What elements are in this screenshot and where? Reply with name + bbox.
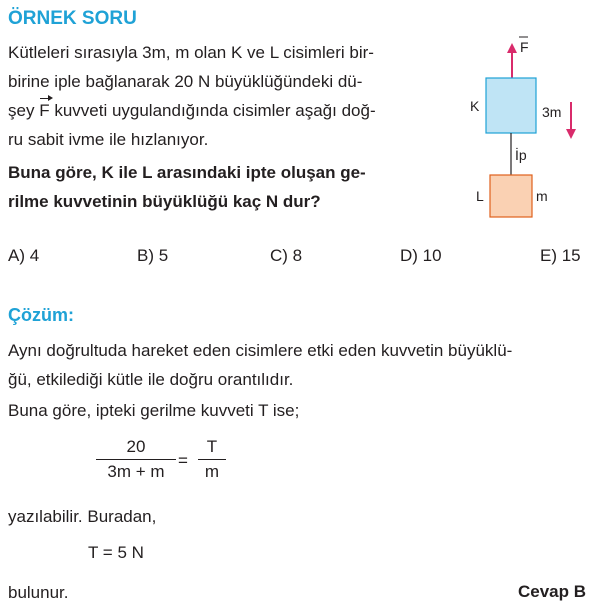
equation-right-numerator: T (206, 437, 218, 456)
equation-left-bar (96, 459, 176, 460)
equation-left-denominator: 3m + m (107, 462, 165, 481)
rope-label: İp (515, 147, 527, 163)
block-l-mass: m (536, 188, 548, 204)
option-b: B) 5 (137, 246, 169, 265)
option-d: D) 10 (400, 246, 442, 265)
conclusion-text: bulunur. (8, 583, 69, 602)
question-line-3 (8, 101, 376, 120)
force-arrow-head (507, 43, 517, 53)
equation-right-fraction (198, 437, 226, 482)
question-line-1: Kütleleri sırasıyla 3m, m olan K ve L cisimleri bir- (8, 43, 374, 62)
question-line-3-prefix: şey (8, 101, 40, 120)
result-equation: T = 5 N (88, 543, 144, 562)
equation-right-denominator: m (204, 462, 220, 481)
equation-equals: = (178, 451, 188, 470)
option-e: E) 15 (540, 246, 581, 265)
question-line-4: ru sabit ivme ile hızlanıyor. (8, 130, 209, 149)
example-title: ÖRNEK SORU (8, 8, 137, 29)
equation-left-fraction (96, 437, 176, 482)
answer-label: Cevap B (517, 582, 586, 601)
solution-line-2: ğü, etkilediği kütle ile doğru orantılıdır. (8, 370, 294, 389)
force-vector-symbol: F (39, 101, 50, 120)
equation-left-numerator: 20 (126, 437, 146, 456)
force-label: F (520, 39, 529, 55)
question-bold-line-1: Buna göre, K ile L arasındaki ipte oluşan ge- (8, 163, 366, 182)
question-line-2: birine iple bağlanarak 20 N büyüklüğündeki dü- (8, 72, 363, 91)
solution-line-1: Aynı doğrultuda hareket eden cisimlere etki eden kuvvetin büyüklü- (8, 341, 513, 360)
option-c: C) 8 (270, 246, 303, 265)
after-equation-text: yazılabilir. Buradan, (8, 507, 157, 526)
block-k (486, 78, 536, 133)
block-k-label: K (470, 98, 480, 114)
acceleration-arrow-head (566, 129, 576, 139)
block-l (490, 175, 532, 217)
equation-right-bar (198, 459, 226, 460)
solution-line-3: Buna göre, ipteki gerilme kuvveti T ise; (8, 401, 300, 420)
question-line-3-text: kuvveti uygulandığında cisimler aşağı doğ- (54, 101, 376, 120)
physics-figure (460, 30, 590, 230)
option-a: A) 4 (8, 246, 40, 265)
block-l-label: L (476, 188, 484, 204)
question-bold-line-2: rilme kuvvetinin büyüklüğü kaç N dur? (8, 192, 321, 211)
block-k-mass: 3m (542, 104, 562, 120)
solution-title: Çözüm: (8, 305, 74, 325)
